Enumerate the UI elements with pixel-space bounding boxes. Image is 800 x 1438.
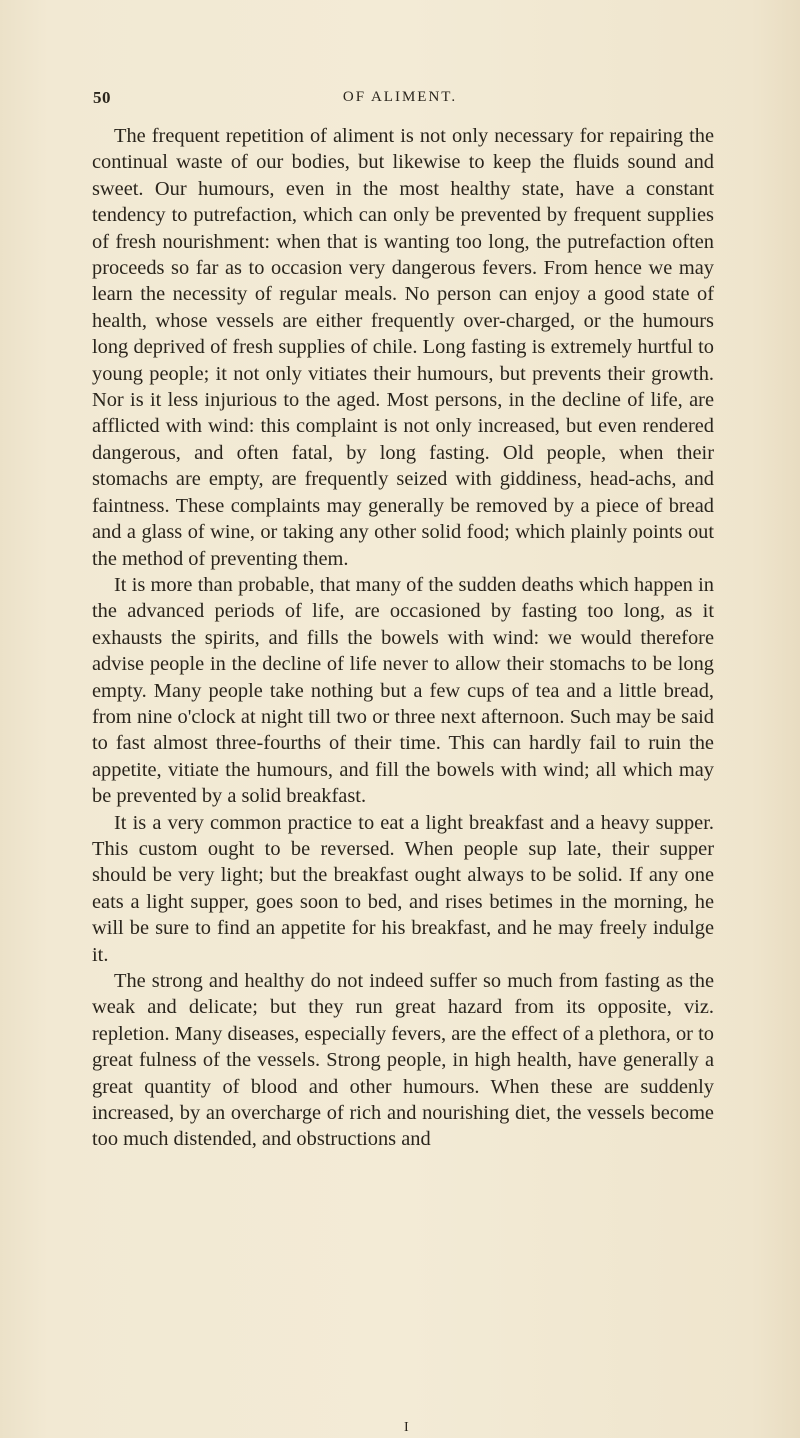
- paragraph-1: The frequent repetition of aliment is not only necessary for repairing the continual waste of our bodies, but likewise to keep the fluids sound and sweet. Our humours, even in the most healthy state, have a constant tendency to putrefaction, which can only be prevented by frequent supplies of fresh nourishment: when that is wanting too long, the putrefaction often proceeds so far as to occasion very dangerous fevers. From hence we may learn the necessity of regular meals. No person can enjoy a good state of health, whose vessels are either frequently over-charged, or the humours long deprived of fresh supplies of chile. Long fasting is extremely hurtful to young people; it not only vitiates their humours, but prevents their growth. Nor is it less injurious to the aged. Most persons, in the decline of life, are afflicted with wind: this complaint is not only increased, but even rendered dangerous, and often fatal, by long fasting. Old people, when their stomachs are empty, are frequently seized with giddiness, head-achs, and faintness. These complaints may generally be removed by a piece of bread and a glass of wine, or taking any other solid food; which plainly points out the method of preventing them.: [92, 125, 714, 570]
- section-title: OF ALIMENT.: [342, 89, 458, 105]
- paragraph-4: The strong and healthy do not indeed suffer so much from fasting as the weak and delicate; but they run great hazard from its opposite, viz. repletion. Many diseases, especially fevers, are the effect of a plethora, or to great fulness of the vessels. Strong people, in high health, have generally a great quantity of blood and other humours. When these are suddenly increased, by an overcharge of rich and nourishing diet, the vessels become too much distended, and obstructions and: [92, 970, 714, 1151]
- page-number: 50: [93, 88, 111, 107]
- running-head: [93, 88, 707, 112]
- paragraph-2: It is more than probable, that many of the sudden deaths which happen in the advanced periods of life, are occasioned by fasting too long, as it exhausts the spirits, and fills the bowels with wind: we would therefore advise people in the decline of life never to allow their stomachs to be long empty. Many people take nothing but a few cups of tea and a little bread, from nine o'clock at night till two or three next afternoon. Such may be said to fast almost three-fourths of their time. This can hardly fail to ruin the appetite, vitiate the humours, and fill the bowels with wind; all which may be prevented by a solid breakfast.: [92, 573, 714, 808]
- signature-mark: I: [404, 1420, 409, 1435]
- paragraph-3: It is a very common practice to eat a light breakfast and a heavy supper. This custom ought to be reversed. When people sup late, their supper should be very light; but the breakfast ought always to be solid. If any one eats a light supper, goes soon to bed, and rises betimes in the morning, he will be sure to find an appetite for his breakfast, and he may freely indulge it.: [92, 811, 714, 966]
- body-text: [92, 123, 714, 1153]
